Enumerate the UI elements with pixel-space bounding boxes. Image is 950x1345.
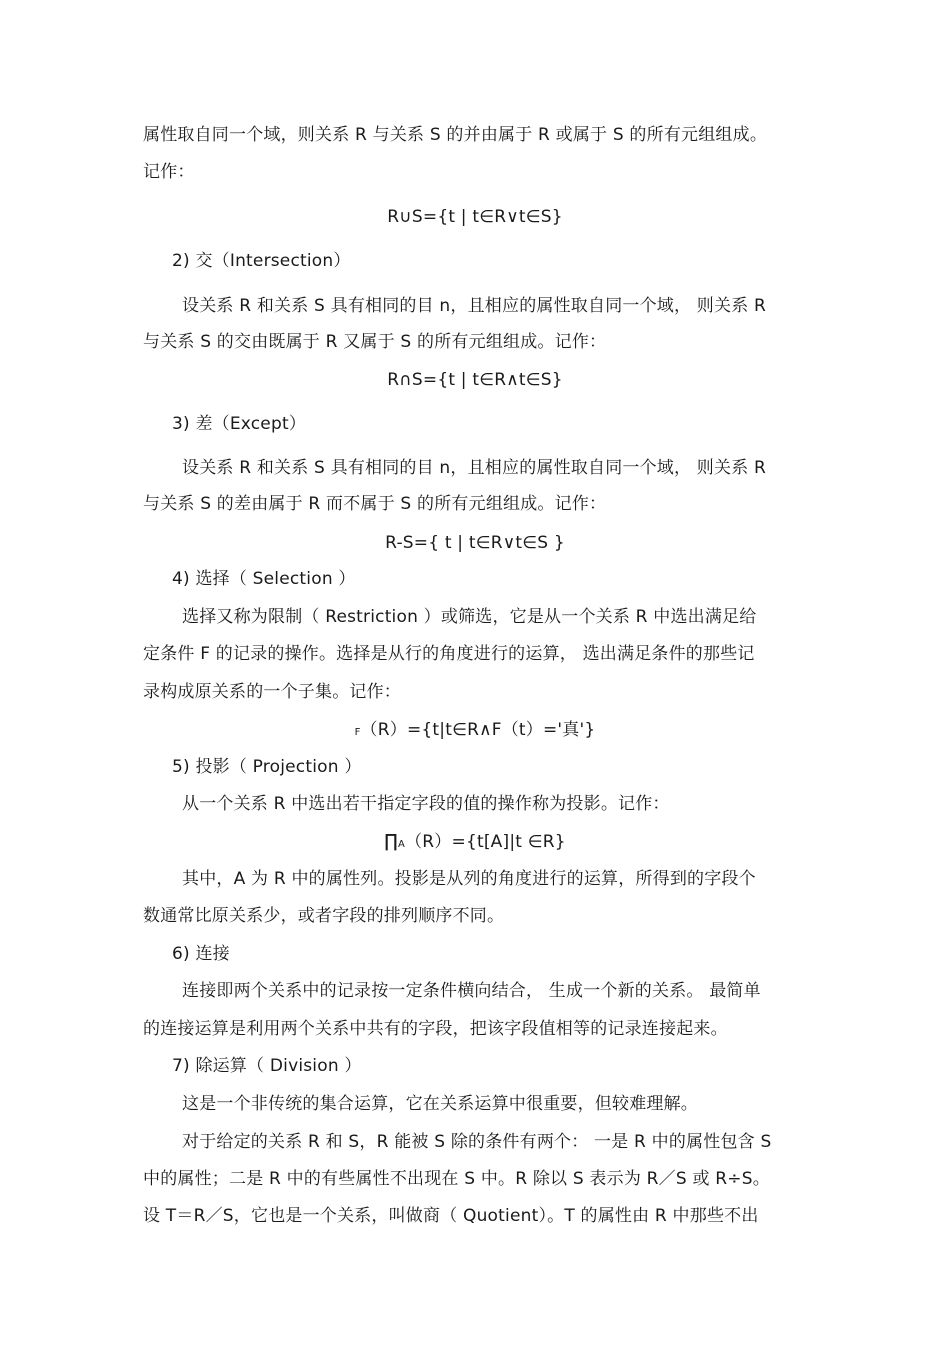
- except-paragraph-line-2: 与关系 S 的差由属于 R 而不属于 S 的所有元组组成。记作：: [143, 494, 607, 514]
- selection-paragraph-line-2: 定条件 F 的记录的操作。选择是从行的角度进行的运算， 选出满足条件的那些记: [143, 644, 755, 664]
- union-paragraph-line-1: 属性取自同一个域，则关系 R 与关系 S 的并由属于 R 或属于 S 的所有元组组成。: [143, 125, 768, 145]
- selection-heading: 4) 选择（ Selection ）: [172, 569, 356, 589]
- except-formula: R-S={ t | t∈R∨t∈S }: [385, 533, 565, 553]
- division-paragraph2-line-2: 中的属性；二是 R 中的有些属性不出现在 S 中。R 除以 S 表示为 R／S 或 R÷S。: [143, 1169, 770, 1189]
- selection-paragraph-line-3: 录构成原关系的一个子集。记作：: [143, 682, 401, 702]
- projection-formula-body: （R）={t[A]|t ∈R}: [405, 832, 566, 852]
- intersection-formula: R∩S={t | t∈R∧t∈S}: [387, 370, 563, 390]
- projection-paragraph-line-1: 从一个关系 R 中选出若干指定字段的值的操作称为投影。记作：: [182, 794, 670, 814]
- selection-paragraph-line-1: 选择又称为限制（ Restriction ）或筛选，它是从一个关系 R 中选出满足给: [182, 607, 757, 627]
- projection-pi-symbol: ∏: [384, 831, 399, 852]
- intersection-paragraph-line-1: 设关系 R 和关系 S 具有相同的目 n，且相应的属性取自同一个域， 则关系 R: [182, 296, 767, 316]
- projection-note-line-1: 其中，A 为 R 中的属性列。投影是从列的角度进行的运算，所得到的字段个: [182, 869, 756, 889]
- division-paragraph2-line-1: 对于给定的关系 R 和 S，R 能被 S 除的条件有两个： 一是 R 中的属性包含 S: [182, 1132, 772, 1152]
- projection-formula-subscript: A: [398, 839, 406, 850]
- selection-formula: [0, 719, 950, 744]
- union-formula: R∪S={t | t∈R∨t∈S}: [387, 207, 563, 227]
- join-paragraph-line-1: 连接即两个关系中的记录按一定条件横向结合， 生成一个新的关系。 最简单: [182, 981, 761, 1001]
- division-paragraph-line-1: 这是一个非传统的集合运算，它在关系运算中很重要，但较难理解。: [182, 1094, 698, 1114]
- intersection-paragraph-line-2: 与关系 S 的交由既属于 R 又属于 S 的所有元组组成。记作：: [143, 332, 607, 352]
- union-paragraph-line-2: 记作：: [143, 162, 195, 182]
- division-paragraph2-line-3: 设 T＝R／S，它也是一个关系，叫做商（ Quotient）。T 的属性由 R 中那些不出: [143, 1206, 759, 1226]
- division-heading: 7) 除运算（ Division ）: [172, 1056, 362, 1076]
- selection-formula-body: （R）={t|t∈R∧F（t）='真'}: [360, 720, 596, 740]
- except-heading: 3) 差（Except）: [172, 414, 307, 434]
- intersection-heading: 2) 交（Intersection）: [172, 251, 351, 271]
- except-paragraph-line-1: 设关系 R 和关系 S 具有相同的目 n，且相应的属性取自同一个域， 则关系 R: [182, 458, 767, 478]
- projection-note-line-2: 数通常比原关系少，或者字段的排列顺序不同。: [143, 906, 505, 926]
- selection-formula-subscript: F: [354, 727, 361, 738]
- projection-formula: [0, 831, 950, 856]
- projection-heading: 5) 投影（ Projection ）: [172, 757, 362, 777]
- join-heading: 6) 连接: [172, 944, 230, 964]
- join-paragraph-line-2: 的连接运算是利用两个关系中共有的字段，把该字段值相等的记录连接起来。: [143, 1019, 728, 1039]
